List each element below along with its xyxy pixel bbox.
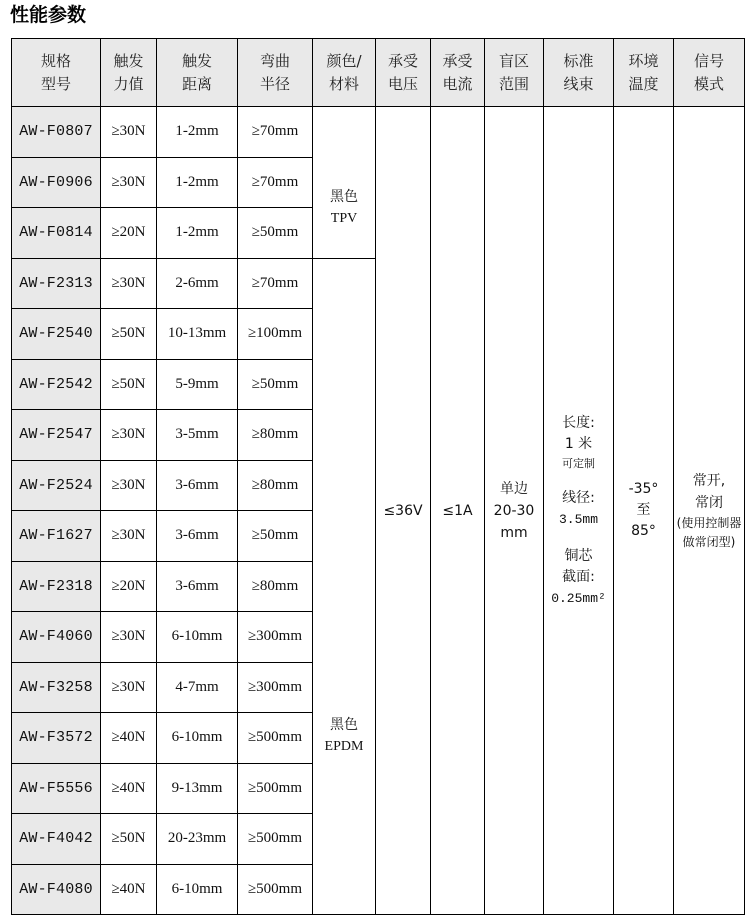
signal-note: (使用控制器做常闭型) bbox=[676, 515, 742, 549]
column-header: 触发 力值 bbox=[101, 39, 157, 107]
radius-cell: ≥300mm bbox=[238, 612, 313, 663]
distance-cell: 5-9mm bbox=[157, 359, 238, 410]
table-header-row bbox=[12, 39, 745, 107]
harness-core-label: 铜芯 bbox=[564, 547, 593, 564]
force-cell: ≥20N bbox=[101, 208, 157, 259]
radius-cell: ≥50mm bbox=[238, 208, 313, 259]
distance-cell: 3-6mm bbox=[157, 460, 238, 511]
model-cell: AW-F4042 bbox=[12, 814, 101, 865]
distance-cell: 6-10mm bbox=[157, 713, 238, 764]
blind-zone-line: 单边 bbox=[500, 480, 528, 497]
distance-cell: 4-7mm bbox=[157, 662, 238, 713]
material-color: 黑色 bbox=[330, 717, 358, 734]
temperature-max: 85° bbox=[631, 523, 656, 539]
column-header: 规格 型号 bbox=[12, 39, 101, 107]
radius-cell: ≥500mm bbox=[238, 814, 313, 865]
harness-core-section-value: 0.25mm² bbox=[551, 590, 606, 606]
column-header: 盲区 范围 bbox=[485, 39, 544, 107]
blind-zone-line: 20-30 bbox=[493, 502, 535, 519]
signal-cell bbox=[674, 107, 745, 915]
model-cell: AW-F2540 bbox=[12, 309, 101, 360]
model-cell: AW-F2547 bbox=[12, 410, 101, 461]
model-cell: AW-F0814 bbox=[12, 208, 101, 259]
model-cell: AW-F3258 bbox=[12, 662, 101, 713]
blind-zone-line: mm bbox=[500, 524, 528, 541]
temperature-to: 至 bbox=[636, 502, 651, 518]
harness-spacer bbox=[544, 530, 613, 546]
radius-cell: ≥80mm bbox=[238, 561, 313, 612]
radius-cell: ≥500mm bbox=[238, 713, 313, 764]
material-name: TPV bbox=[330, 211, 358, 227]
distance-cell: 6-10mm bbox=[157, 612, 238, 663]
table-body bbox=[12, 107, 745, 915]
force-cell: ≥30N bbox=[101, 511, 157, 562]
distance-cell: 1-2mm bbox=[157, 208, 238, 259]
material-cell-epdm bbox=[313, 258, 376, 915]
distance-cell: 2-6mm bbox=[157, 258, 238, 309]
signal-mode-closed: 常闭 bbox=[695, 494, 723, 511]
radius-cell: ≥100mm bbox=[238, 309, 313, 360]
material-color: 黑色 bbox=[330, 189, 358, 206]
column-header: 承受 电压 bbox=[376, 39, 431, 107]
radius-cell: ≥70mm bbox=[238, 157, 313, 208]
distance-cell: 20-23mm bbox=[157, 814, 238, 865]
force-cell: ≥40N bbox=[101, 713, 157, 764]
force-cell: ≥30N bbox=[101, 107, 157, 158]
force-cell: ≥50N bbox=[101, 359, 157, 410]
force-cell: ≥40N bbox=[101, 763, 157, 814]
force-cell: ≥30N bbox=[101, 410, 157, 461]
column-header: 环境 温度 bbox=[614, 39, 674, 107]
page-title: 性能参数 bbox=[10, 4, 87, 26]
harness-diameter-value: 3.5mm bbox=[558, 511, 598, 527]
model-cell: AW-F2313 bbox=[12, 258, 101, 309]
harness-cell bbox=[544, 107, 614, 915]
distance-cell: 3-5mm bbox=[157, 410, 238, 461]
model-cell: AW-F0807 bbox=[12, 107, 101, 158]
performance-table bbox=[11, 38, 745, 915]
distance-cell: 3-6mm bbox=[157, 561, 238, 612]
force-cell: ≥30N bbox=[101, 157, 157, 208]
harness-length-label: 长度: bbox=[562, 414, 595, 431]
model-cell: AW-F5556 bbox=[12, 763, 101, 814]
radius-cell: ≥500mm bbox=[238, 763, 313, 814]
radius-cell: ≥70mm bbox=[238, 107, 313, 158]
force-cell: ≥30N bbox=[101, 662, 157, 713]
radius-cell: ≥80mm bbox=[238, 410, 313, 461]
temperature-min: -35° bbox=[628, 481, 659, 497]
distance-cell: 9-13mm bbox=[157, 763, 238, 814]
harness-core-section-label: 截面: bbox=[562, 568, 595, 585]
harness-length-note: 可定制 bbox=[562, 456, 595, 470]
material-name: EPDM bbox=[324, 739, 364, 755]
column-header: 弯曲 半径 bbox=[238, 39, 313, 107]
model-cell: AW-F4080 bbox=[12, 864, 101, 915]
column-header: 信号 模式 bbox=[674, 39, 745, 107]
model-cell: AW-F2318 bbox=[12, 561, 101, 612]
column-header: 颜色/ 材料 bbox=[313, 39, 376, 107]
column-header: 触发 距离 bbox=[157, 39, 238, 107]
radius-cell: ≥500mm bbox=[238, 864, 313, 915]
model-cell: AW-F4060 bbox=[12, 612, 101, 663]
column-header: 承受 电流 bbox=[431, 39, 485, 107]
distance-cell: 1-2mm bbox=[157, 157, 238, 208]
radius-cell: ≥50mm bbox=[238, 359, 313, 410]
voltage-cell: ≤36V bbox=[376, 107, 431, 915]
material-cell-tpv bbox=[313, 107, 376, 259]
force-cell: ≥50N bbox=[101, 814, 157, 865]
harness-diameter-label: 线径: bbox=[562, 489, 595, 506]
radius-cell: ≥80mm bbox=[238, 460, 313, 511]
model-cell: AW-F2542 bbox=[12, 359, 101, 410]
distance-cell: 1-2mm bbox=[157, 107, 238, 158]
model-cell: AW-F3572 bbox=[12, 713, 101, 764]
distance-cell: 6-10mm bbox=[157, 864, 238, 915]
model-cell: AW-F1627 bbox=[12, 511, 101, 562]
force-cell: ≥50N bbox=[101, 309, 157, 360]
model-cell: AW-F2524 bbox=[12, 460, 101, 511]
radius-cell: ≥70mm bbox=[238, 258, 313, 309]
force-cell: ≥30N bbox=[101, 258, 157, 309]
temperature-cell bbox=[614, 107, 674, 915]
model-cell: AW-F0906 bbox=[12, 157, 101, 208]
force-cell: ≥20N bbox=[101, 561, 157, 612]
blind-zone-cell bbox=[485, 107, 544, 915]
signal-mode-open: 常开, bbox=[692, 472, 726, 489]
harness-spacer bbox=[544, 472, 613, 488]
distance-cell: 3-6mm bbox=[157, 511, 238, 562]
force-cell: ≥30N bbox=[101, 612, 157, 663]
radius-cell: ≥300mm bbox=[238, 662, 313, 713]
force-cell: ≥40N bbox=[101, 864, 157, 915]
current-cell: ≤1A bbox=[431, 107, 485, 915]
distance-cell: 10-13mm bbox=[157, 309, 238, 360]
force-cell: ≥30N bbox=[101, 460, 157, 511]
table-row bbox=[12, 107, 745, 158]
harness-length-value: 1 米 bbox=[564, 435, 593, 452]
radius-cell: ≥50mm bbox=[238, 511, 313, 562]
column-header: 标准 线束 bbox=[544, 39, 614, 107]
